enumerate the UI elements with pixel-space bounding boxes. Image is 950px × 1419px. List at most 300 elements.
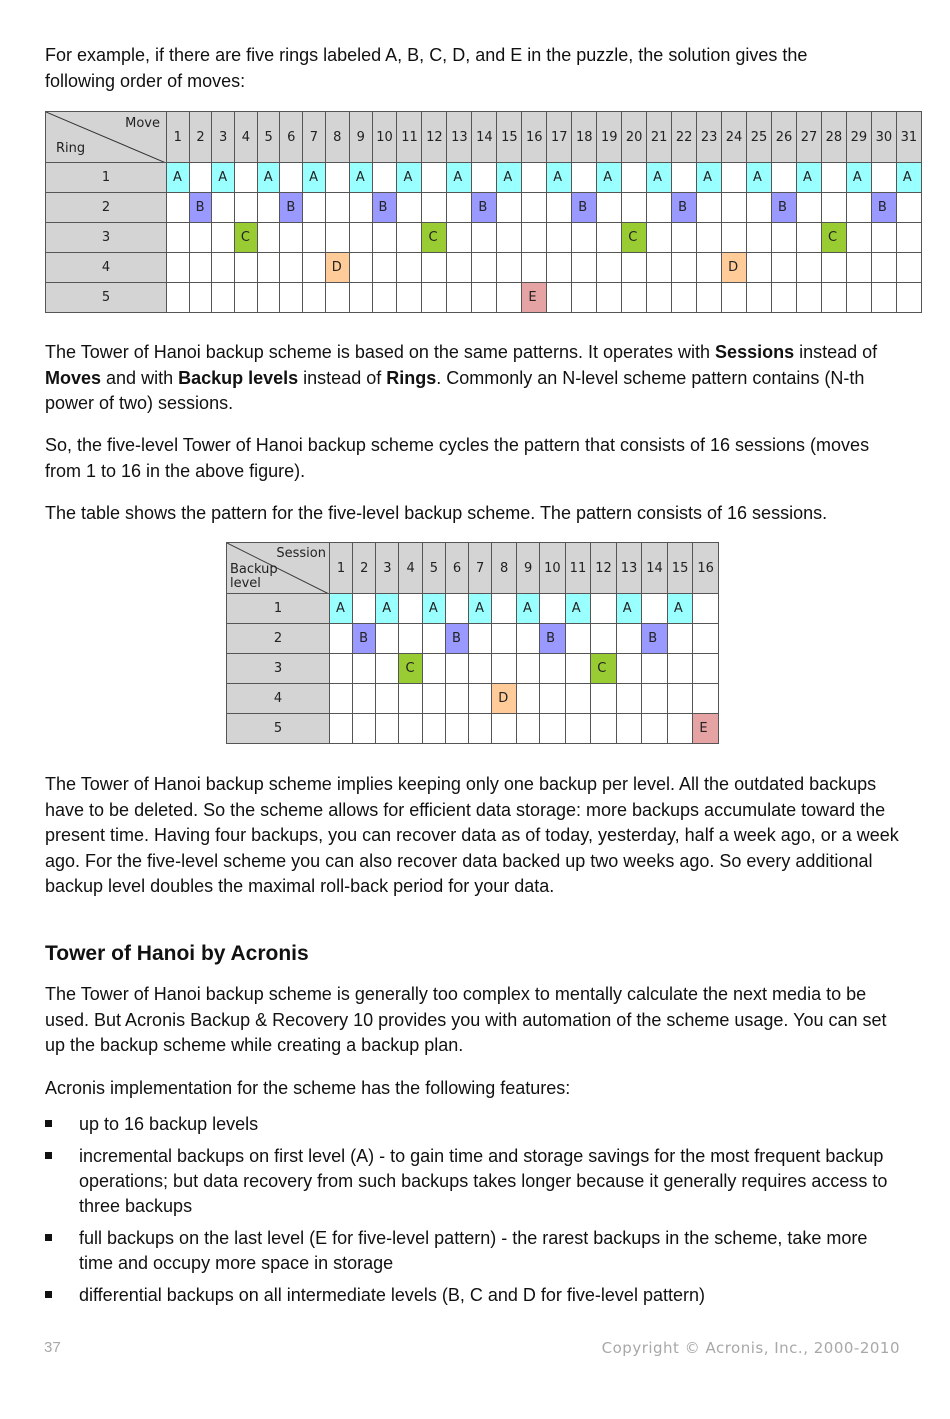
empty-cell (469, 714, 492, 744)
level-letter: B (195, 200, 205, 215)
level-letter: A (902, 170, 912, 185)
level-cell (189, 193, 212, 223)
empty-cell (469, 624, 492, 654)
empty-cell (597, 253, 622, 283)
empty-cell (565, 714, 591, 744)
empty-cell (722, 223, 747, 253)
empty-cell (772, 283, 797, 313)
empty-cell (622, 193, 647, 223)
empty-cell (722, 193, 747, 223)
empty-cell (896, 253, 921, 283)
row-header: 3 (46, 223, 167, 253)
empty-cell (572, 223, 597, 253)
empty-cell (376, 654, 399, 684)
level-cell (693, 714, 719, 744)
level-cell (349, 163, 372, 193)
empty-cell (280, 163, 303, 193)
level-letter: B (648, 631, 658, 646)
empty-cell (234, 283, 257, 313)
level-letter: A (475, 601, 485, 616)
empty-cell (447, 253, 472, 283)
column-header: 23 (697, 112, 722, 163)
empty-cell (492, 714, 517, 744)
table-row (46, 223, 922, 253)
column-header: 15 (497, 112, 522, 163)
empty-cell (167, 283, 190, 313)
empty-cell (330, 624, 353, 654)
column-header: 12 (422, 112, 447, 163)
level-letter: B (378, 200, 388, 215)
empty-cell (547, 193, 572, 223)
bullet-icon (45, 1291, 52, 1298)
empty-cell (565, 654, 591, 684)
column-header: 26 (772, 112, 797, 163)
level-cell (399, 654, 422, 684)
level-letter: E (528, 290, 537, 305)
column-header: 5 (257, 112, 280, 163)
level-letter: A (603, 170, 613, 185)
empty-cell (547, 223, 572, 253)
empty-cell (796, 283, 821, 313)
column-header: 30 (871, 112, 896, 163)
empty-cell (672, 223, 697, 253)
empty-cell (167, 193, 190, 223)
empty-cell (472, 163, 497, 193)
row-header: 1 (46, 163, 167, 193)
empty-cell (522, 253, 547, 283)
column-header: 21 (647, 112, 672, 163)
column-header: 4 (399, 543, 422, 594)
row-header: 2 (227, 624, 330, 654)
level-letter: A (571, 601, 581, 616)
empty-cell (540, 594, 566, 624)
empty-cell (622, 163, 647, 193)
empty-cell (397, 253, 422, 283)
empty-cell (540, 654, 566, 684)
paragraph-complexity: The Tower of Hanoi backup scheme is generally too complex to mentally calculate the next media to be used. But Acronis Backup & Recovery 10 provides you with automation of the scheme usage. You can set up the backup scheme while creating a backup plan. (45, 984, 887, 1055)
empty-cell (397, 193, 422, 223)
column-header: 11 (565, 543, 591, 594)
column-header: 25 (747, 112, 772, 163)
empty-cell (497, 223, 522, 253)
row-header: 3 (227, 654, 330, 684)
empty-cell (846, 253, 871, 283)
empty-cell (647, 193, 672, 223)
empty-cell (303, 193, 326, 223)
level-letter: A (382, 601, 392, 616)
empty-cell (376, 624, 399, 654)
empty-cell (399, 624, 422, 654)
level-cell (257, 163, 280, 193)
level-letter: C (827, 230, 838, 245)
list-item-text: incremental backups on first level (A) - to gain time and storage savings for the most frequent backup operations; but data recovery from such backups takes longer because it generally requires access to three backups (79, 1146, 888, 1216)
level-letter: C (428, 230, 438, 245)
corner-top-label: Move (125, 116, 160, 131)
empty-cell (871, 253, 896, 283)
empty-cell (469, 684, 492, 714)
table-row (227, 594, 719, 624)
empty-cell (492, 624, 517, 654)
corner-header (46, 112, 167, 163)
level-cell (565, 594, 591, 624)
level-letter: A (173, 170, 182, 185)
level-letter: A (622, 601, 632, 616)
empty-cell (447, 223, 472, 253)
empty-cell (647, 223, 672, 253)
empty-cell (372, 163, 397, 193)
empty-cell (697, 193, 722, 223)
empty-cell (234, 253, 257, 283)
column-header: 3 (376, 543, 399, 594)
empty-cell (353, 594, 376, 624)
level-cell (796, 163, 821, 193)
empty-cell (547, 283, 572, 313)
list-item (45, 1144, 905, 1219)
level-letter: A (553, 170, 563, 185)
level-letter: B (359, 631, 369, 646)
corner-top-label: Session (276, 546, 326, 561)
empty-cell (257, 223, 280, 253)
bold-sessions: Sessions (715, 342, 795, 362)
empty-cell (447, 283, 472, 313)
level-letter: A (428, 601, 438, 616)
level-cell (422, 223, 447, 253)
text-run: . Commonly an N-level scheme pattern contains (N-th power of two) sessions. (45, 367, 865, 413)
row-header: 5 (227, 714, 330, 744)
empty-cell (747, 193, 772, 223)
column-header: 6 (445, 543, 468, 594)
level-letter: B (286, 200, 296, 215)
empty-cell (693, 654, 719, 684)
level-letter: B (546, 631, 556, 646)
level-letter: A (355, 170, 365, 185)
empty-cell (821, 193, 846, 223)
level-letter: D (498, 691, 509, 706)
empty-cell (667, 684, 693, 714)
level-cell (492, 684, 517, 714)
level-letter: A (403, 170, 413, 185)
empty-cell (540, 714, 566, 744)
level-cell (280, 193, 303, 223)
empty-cell (772, 163, 797, 193)
empty-cell (591, 624, 617, 654)
level-letter: A (309, 170, 318, 185)
empty-cell (167, 253, 190, 283)
empty-cell (772, 223, 797, 253)
table-row (227, 624, 719, 654)
level-letter: A (336, 601, 345, 616)
empty-cell (693, 684, 719, 714)
empty-cell (846, 223, 871, 253)
empty-cell (846, 193, 871, 223)
list-item (45, 1226, 905, 1276)
level-cell (422, 594, 445, 624)
empty-cell (399, 714, 422, 744)
level-letter: A (653, 170, 663, 185)
empty-cell (796, 193, 821, 223)
empty-cell (672, 163, 697, 193)
empty-cell (517, 624, 540, 654)
empty-cell (349, 223, 372, 253)
empty-cell (445, 714, 468, 744)
empty-cell (422, 624, 445, 654)
empty-cell (234, 193, 257, 223)
empty-cell (871, 163, 896, 193)
empty-cell (325, 163, 349, 193)
level-letter: A (263, 170, 273, 185)
empty-cell (445, 654, 468, 684)
column-header: 13 (447, 112, 472, 163)
empty-cell (693, 594, 719, 624)
empty-cell (167, 223, 190, 253)
table-row (46, 283, 922, 313)
column-header: 2 (189, 112, 212, 163)
column-header: 8 (492, 543, 517, 594)
sessions-table (226, 542, 719, 744)
empty-cell (399, 684, 422, 714)
empty-cell (747, 253, 772, 283)
level-cell (522, 283, 547, 313)
empty-cell (330, 684, 353, 714)
column-header: 8 (325, 112, 349, 163)
empty-cell (821, 283, 846, 313)
column-header: 27 (796, 112, 821, 163)
empty-cell (330, 714, 353, 744)
level-letter: D (331, 260, 342, 275)
empty-cell (280, 253, 303, 283)
empty-cell (397, 283, 422, 313)
paragraph-sessions (45, 340, 905, 417)
column-header: 15 (667, 543, 693, 594)
level-letter: B (678, 200, 688, 215)
empty-cell (642, 684, 668, 714)
empty-cell (697, 223, 722, 253)
level-letter: B (578, 200, 588, 215)
level-cell (445, 624, 468, 654)
row-header: 4 (227, 684, 330, 714)
column-header: 17 (547, 112, 572, 163)
empty-cell (325, 193, 349, 223)
column-header: 31 (896, 112, 921, 163)
empty-cell (349, 193, 372, 223)
empty-cell (303, 283, 326, 313)
empty-cell (472, 223, 497, 253)
column-header: 10 (540, 543, 566, 594)
level-letter: C (240, 230, 250, 245)
level-letter: A (503, 170, 513, 185)
empty-cell (522, 163, 547, 193)
empty-cell (212, 193, 235, 223)
level-cell (616, 594, 642, 624)
table-row (46, 253, 922, 283)
list-item-text: full backups on the last level (E for five-level pattern) - the rarest backups in the scheme, take more time and occupy more space in storage (79, 1228, 868, 1273)
paragraph-features-intro: Acronis implementation for the scheme has the following features: (45, 1078, 571, 1098)
column-header: 2 (353, 543, 376, 594)
empty-cell (871, 223, 896, 253)
empty-cell (597, 283, 622, 313)
corner-header (227, 543, 330, 594)
empty-cell (591, 594, 617, 624)
empty-cell (591, 714, 617, 744)
empty-cell (667, 624, 693, 654)
empty-cell (422, 654, 445, 684)
column-header: 14 (472, 112, 497, 163)
column-header: 18 (572, 112, 597, 163)
empty-cell (622, 253, 647, 283)
level-letter: C (405, 661, 415, 676)
empty-cell (697, 253, 722, 283)
table-row (227, 714, 719, 744)
column-header: 24 (722, 112, 747, 163)
text-run: instead of (794, 342, 878, 362)
column-header: 11 (397, 112, 422, 163)
empty-cell (896, 193, 921, 223)
column-header: 22 (672, 112, 697, 163)
level-letter: C (597, 661, 607, 676)
empty-cell (472, 283, 497, 313)
level-cell (212, 163, 235, 193)
empty-cell (492, 654, 517, 684)
empty-cell (212, 253, 235, 283)
level-cell (647, 163, 672, 193)
column-header: 4 (234, 112, 257, 163)
level-letter: A (703, 170, 713, 185)
level-cell (846, 163, 871, 193)
level-cell (353, 624, 376, 654)
table-row (227, 684, 719, 714)
empty-cell (796, 223, 821, 253)
empty-cell (647, 253, 672, 283)
empty-cell (325, 283, 349, 313)
corner-bottom-label: Ring (56, 141, 86, 156)
row-header: 2 (46, 193, 167, 223)
empty-cell (572, 163, 597, 193)
paragraph-table-intro: The table shows the pattern for the five-level backup scheme. The pattern consists of 16 sessions. (45, 503, 828, 523)
column-header: 5 (422, 543, 445, 594)
empty-cell (445, 684, 468, 714)
intro-paragraph: For example, if there are five rings labeled A, B, C, D, and E in the puzzle, the solution gives the following order of moves: (45, 45, 808, 91)
empty-cell (303, 253, 326, 283)
empty-cell (697, 283, 722, 313)
column-header: 29 (846, 112, 871, 163)
column-header: 9 (517, 543, 540, 594)
empty-cell (642, 654, 668, 684)
empty-cell (547, 253, 572, 283)
empty-cell (565, 624, 591, 654)
empty-cell (372, 283, 397, 313)
empty-cell (672, 253, 697, 283)
column-header: 14 (642, 543, 668, 594)
column-header: 20 (622, 112, 647, 163)
level-letter: A (852, 170, 862, 185)
level-cell (234, 223, 257, 253)
level-letter: D (728, 260, 739, 275)
level-cell (747, 163, 772, 193)
empty-cell (796, 253, 821, 283)
column-header: 16 (693, 543, 719, 594)
empty-cell (349, 283, 372, 313)
paragraph-five-level: So, the five-level Tower of Hanoi backup scheme cycles the pattern that consists of 16 sessions (moves from 1 to 16 in the above figure). (45, 435, 870, 481)
text-run: instead of (298, 367, 387, 388)
bullet-icon (45, 1234, 52, 1241)
list-item (45, 1283, 905, 1308)
level-cell (330, 594, 353, 624)
table-row (46, 163, 922, 193)
level-cell (167, 163, 190, 193)
empty-cell (540, 684, 566, 714)
empty-cell (422, 163, 447, 193)
empty-cell (896, 223, 921, 253)
empty-cell (747, 283, 772, 313)
empty-cell (572, 283, 597, 313)
empty-cell (616, 654, 642, 684)
empty-cell (422, 193, 447, 223)
level-cell (547, 163, 572, 193)
empty-cell (325, 223, 349, 253)
list-item (45, 1112, 905, 1137)
level-letter: C (628, 230, 638, 245)
empty-cell (234, 163, 257, 193)
empty-cell (372, 253, 397, 283)
empty-cell (821, 163, 846, 193)
level-letter: B (478, 200, 488, 215)
copyright-notice: Copyright © Acronis, Inc., 2000-2010 (601, 1339, 900, 1357)
empty-cell (422, 714, 445, 744)
empty-cell (821, 253, 846, 283)
empty-cell (642, 714, 668, 744)
empty-cell (871, 283, 896, 313)
empty-cell (469, 654, 492, 684)
level-letter: A (523, 601, 532, 616)
level-cell (667, 594, 693, 624)
empty-cell (722, 163, 747, 193)
empty-cell (492, 594, 517, 624)
level-letter: A (753, 170, 762, 185)
column-header: 3 (212, 112, 235, 163)
empty-cell (422, 283, 447, 313)
bold-backup-levels: Backup levels (178, 367, 299, 388)
empty-cell (522, 193, 547, 223)
empty-cell (472, 253, 497, 283)
empty-cell (353, 654, 376, 684)
level-cell (697, 163, 722, 193)
level-letter: A (218, 170, 228, 185)
empty-cell (399, 594, 422, 624)
level-letter: A (802, 170, 812, 185)
column-header: 9 (349, 112, 372, 163)
column-header: 1 (330, 543, 353, 594)
empty-cell (667, 654, 693, 684)
level-cell (597, 163, 622, 193)
empty-cell (522, 223, 547, 253)
empty-cell (376, 714, 399, 744)
column-header: 16 (522, 112, 547, 163)
level-letter: A (453, 170, 463, 185)
level-cell (469, 594, 492, 624)
level-letter: B (778, 200, 787, 215)
column-header: 10 (372, 112, 397, 163)
bold-moves: Moves (45, 367, 102, 388)
empty-cell (349, 253, 372, 283)
column-header: 12 (591, 543, 617, 594)
text-run: and with (101, 367, 179, 388)
column-header: 28 (821, 112, 846, 163)
bold-rings: Rings (386, 367, 437, 388)
level-cell (372, 193, 397, 223)
section-heading: Tower of Hanoi by Acronis (45, 942, 309, 965)
empty-cell (597, 193, 622, 223)
empty-cell (772, 253, 797, 283)
